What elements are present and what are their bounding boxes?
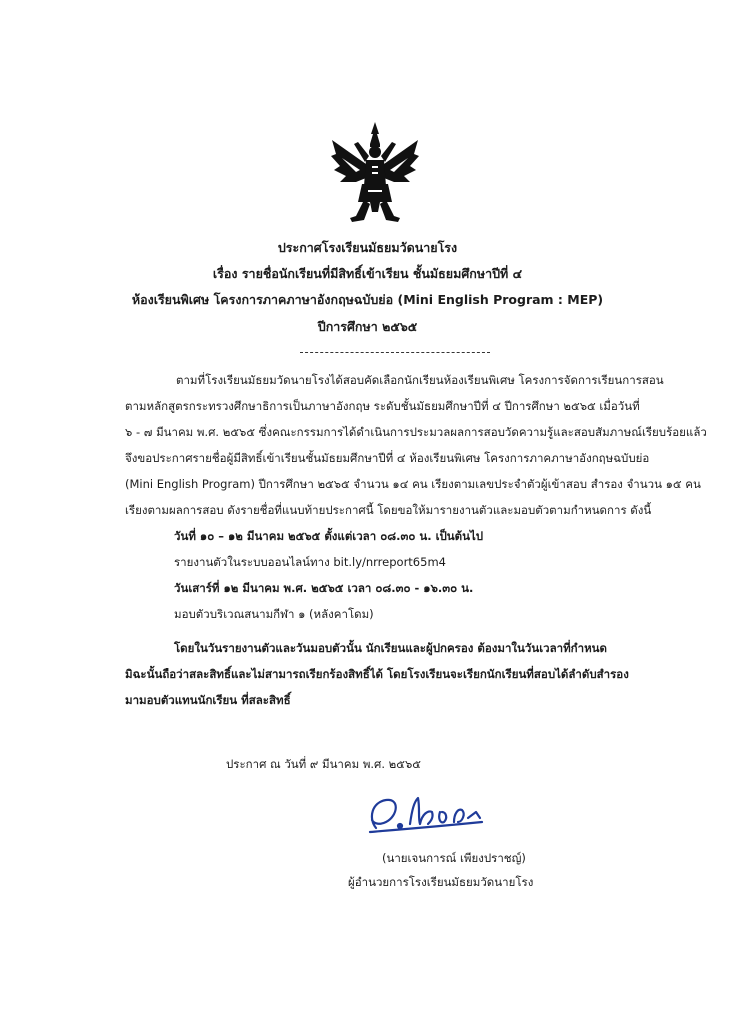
announcement-date: ประกาศ ณ วันที่ ๙ มีนาคม พ.ศ. ๒๕๖๕ bbox=[226, 757, 421, 771]
paragraph-line: จึงขอประกาศรายชื่อผู้มีสิทธิ์เข้าเรียนชั้นมัธยมศึกษาปีที่ ๔ ห้องเรียนพิเศษ โครงการภาคภาษาอังกฤษฉบับย่อ bbox=[125, 451, 650, 465]
paragraph-line: ๖ - ๗ มีนาคม พ.ศ. ๒๕๖๕ ซึ่งคณะกรรมการได้ดำเนินการประมวลผลการสอบวัดความรู้และสอบสัมภาษณ์เรียบร้อยแล้ว bbox=[125, 425, 707, 439]
signature bbox=[362, 788, 502, 843]
paragraph-line: ตามหลักสูตรกระทรวงศึกษาธิการเป็นภาษาอังกฤษ ระดับชั้นมัธยมศึกษาปีที่ ๔ ปีการศึกษา ๒๕๖๕ เมื่อวันที่ bbox=[125, 399, 640, 413]
academic-year-line: ปีการศึกษา ๒๕๖๕ bbox=[317, 319, 418, 334]
paragraph-line: (Mini English Program) ปีการศึกษา ๒๕๖๕ จำนวน ๑๔ คน เรียงตามเลขประจำตัวผู้เข้าสอบ สำรอง จำนวน ๑๕ คน bbox=[125, 477, 701, 491]
notice-line: มามอบตัวแทนนักเรียน ที่สละสิทธิ์ bbox=[125, 693, 291, 707]
garuda-emblem bbox=[330, 120, 420, 225]
announcement-title: ประกาศโรงเรียนมัธยมวัดนายโรง bbox=[277, 240, 458, 255]
schedule-report-detail: รายงานตัวในระบบออนไลน์ทาง bit.ly/nrreport65m4 bbox=[174, 555, 446, 569]
signatory-name: (นายเจนการณ์ เพียงปราชญ์) bbox=[382, 851, 526, 865]
schedule-report-date: วันที่ ๑๐ – ๑๒ มีนาคม ๒๕๖๕ ตั้งแต่เวลา ๐๘.๓๐ น. เป็นต้นไป bbox=[174, 529, 484, 543]
schedule-enroll-detail: มอบตัวบริเวณสนามกีฬา ๑ (หลังคาโดม) bbox=[174, 607, 374, 621]
paragraph-line: ตามที่โรงเรียนมัธยมวัดนายโรงได้สอบคัดเลือกนักเรียนห้องเรียนพิเศษ โครงการจัดการเรียนการสอน bbox=[176, 373, 664, 387]
divider bbox=[300, 352, 490, 353]
program-line: ห้องเรียนพิเศษ โครงการภาคภาษาอังกฤษฉบับย่อ (Mini English Program : MEP) bbox=[131, 292, 604, 307]
notice-line: โดยในวันรายงานตัวและวันมอบตัวนั้น นักเรียนและผู้ปกครอง ต้องมาในวันเวลาที่กำหนด bbox=[174, 641, 607, 655]
subject-line: เรื่อง รายชื่อนักเรียนที่มีสิทธิ์เข้าเรียน ชั้นมัธยมศึกษาปีที่ ๔ bbox=[212, 266, 523, 281]
signatory-position: ผู้อำนวยการโรงเรียนมัธยมวัดนายโรง bbox=[348, 875, 534, 889]
notice-line: มิฉะนั้นถือว่าสละสิทธิ์และไม่สามารถเรียกร้องสิทธิ์ได้ โดยโรงเรียนจะเรียกนักเรียนที่สอบได้ลำดับสำรอง bbox=[125, 667, 629, 681]
schedule-enroll-date: วันเสาร์ที่ ๑๒ มีนาคม พ.ศ. ๒๕๖๕ เวลา ๐๘.๓๐ - ๑๖.๓๐ น. bbox=[174, 581, 474, 595]
paragraph-line: เรียงตามผลการสอบ ดังรายชื่อที่แนบท้ายประกาศนี้ โดยขอให้มารายงานตัวและมอบตัวตามกำหนดการ ดังนี้ bbox=[125, 503, 652, 517]
